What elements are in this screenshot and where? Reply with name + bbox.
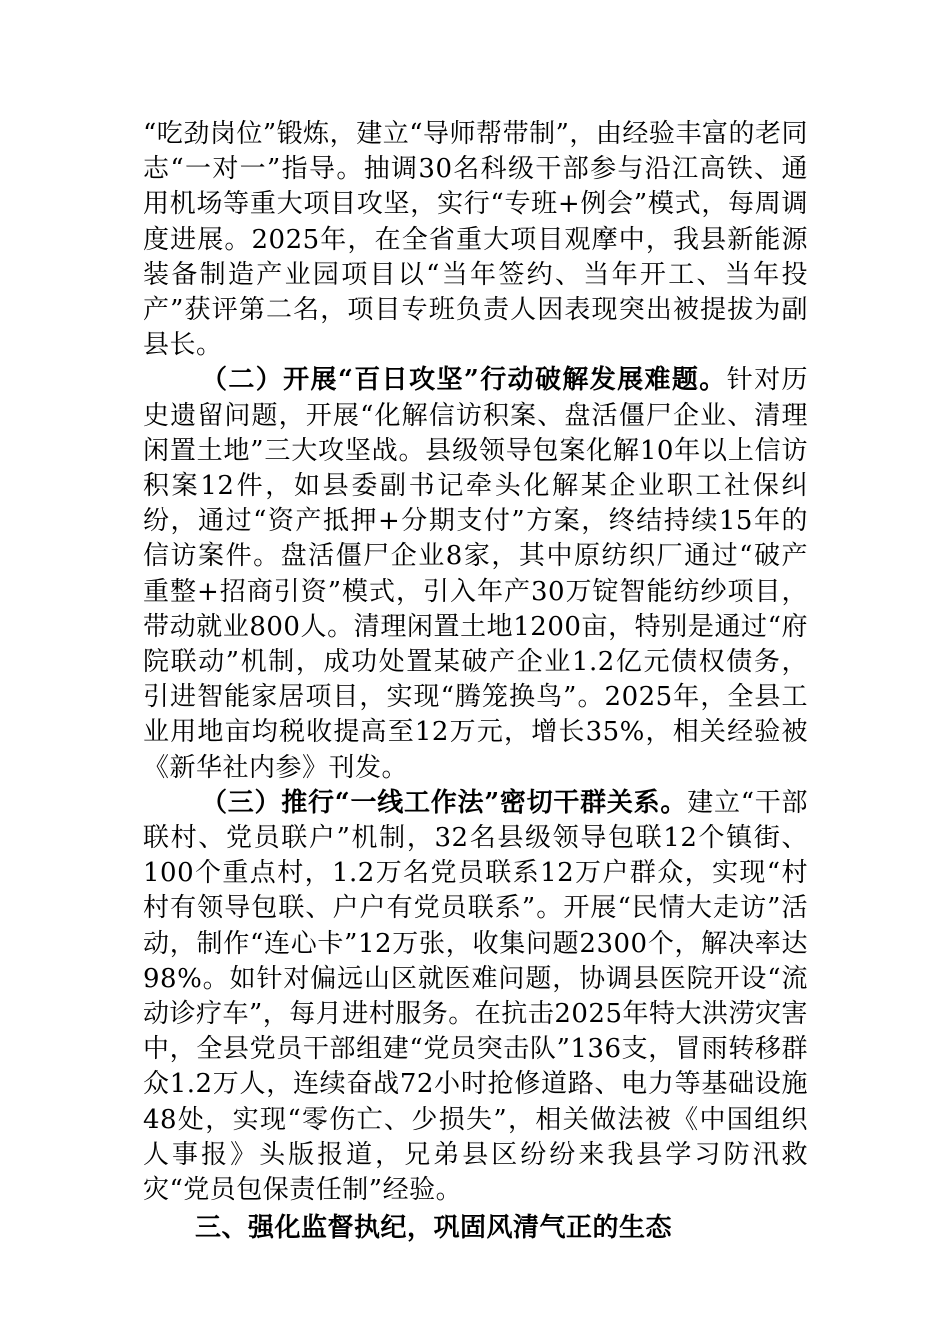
paragraph-subsection-3 xyxy=(143,786,808,1208)
paragraph-text: “吃劲岗位”锻炼，建立“导师帮带制”，由经验丰富的老同志“一对一”指导。抽调30名科级干部参与沿江高铁、通用机场等重大项目攻坚，实行“专班+例会”模式，每周调度进展。2025年，在全省重大项目观摩中，我县新能源装备制造产业园项目以“当年签约、当年开工、当年投产”获评第二名，项目专班负责人因表现突出被提拔为副县长。 xyxy=(143,119,808,361)
paragraph-text: 针对历史遗留问题，开展“化解信访积案、盘活僵尸企业、清理闲置土地”三大攻坚战。县级领导包案化解10年以上信访积案12件，如县委副书记牵头化解某企业职工社保纠纷，通过“资产抵押+分期支付”方案，终结持续15年的信访案件。盘活僵尸企业8家，其中原纺织厂通过“破产重整+招商引资”模式，引入年产30万锭智能纺纱项目，带动就业800人。清理闲置土地1200亩，特别是通过“府院联动”机制，成功处置某破产企业1.2亿元债权债务，引进智能家居项目，实现“腾笼换鸟”。2025年，全县工业用地亩均税收提高至12万元，增长35%，相关经验被《新华社内参》刊发。 xyxy=(143,365,808,783)
document-body xyxy=(143,117,808,1248)
subsection-3-heading: （三）推行“一线工作法”密切干群关系。 xyxy=(201,787,688,818)
section-heading: 三、强化监督执纪，巩固风清气正的生态 xyxy=(195,1213,673,1244)
paragraph-text: 建立“干部联村、党员联户”机制，32名县级领导包联12个镇街、100个重点村，1.2万名党员联系12万户群众，实现“村村有领导包联、户户有党员联系”。开展“民情大走访”活动，制作“连心卡”12万张，收集问题2300个，解决率达98%。如针对偏远山区就医难问题，协调县医院开设“流动诊疗车”，每月进村服务。在抗击2025年特大洪涝灾害中，全县党员干部组建“党员突击队”136支，冒雨转移群众1.2万人，连续奋战72小时抢修道路、电力等基础设施48处，实现“零伤亡、少损失”，相关做法被《中国组织人事报》头版报道，兄弟县区纷纷来我县学习防汛救灾“党员包保责任制”经验。 xyxy=(143,787,808,1206)
paragraph-subsection-2 xyxy=(143,363,808,785)
paragraph-continuation xyxy=(143,117,808,363)
subsection-2-heading: （二）开展“百日攻坚”行动破解发展难题。 xyxy=(201,365,727,396)
